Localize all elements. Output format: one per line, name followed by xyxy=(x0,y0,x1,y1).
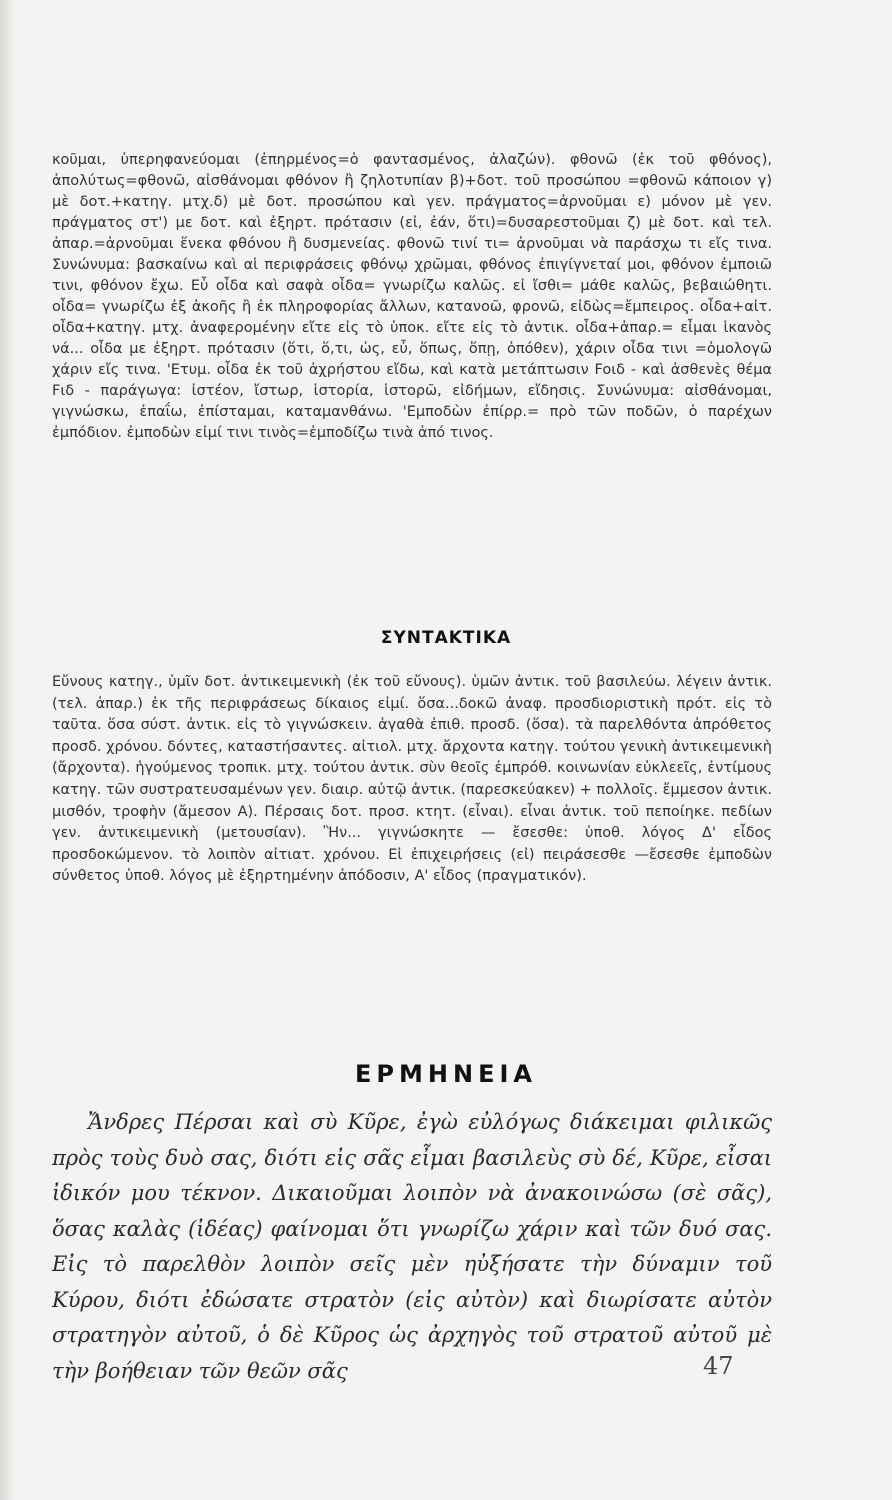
lexicon-paragraph: κοῦμαι, ὑπερηφανεύομαι (ἐπηρμένος=ὁ φαντασμένος, ἀλαζών). φθονῶ (ἐκ τοῦ φθόνος), ἀπολύτως=φθονῶ, αἰσθάνομαι φθόνον ἢ ζηλοτυπίαν β)+δοτ. τοῦ προσώπου =φθονῶ κάποιον γ) μὲ δοτ.+κατηγ. μτχ.δ) μὲ δοτ. προσώπου καὶ γεν. πράγματος=ἀρνοῦμαι ε) μόνον μὲ γεν. πράγματος στ') με δοτ. καὶ ἐξηρτ. πρότασιν (εἰ, ἐάν, ὅτι)=δυσαρεστοῦμαι ζ) μὲ δοτ. καὶ τελ. ἀπαρ.=ἀρνοῦμαι ἕνεκα φθόνου ἢ δυσμενείας. φθονῶ τινί τι= ἀρνοῦμαι νὰ παράσχω τι εἴς τινα. Συνώνυμα: βασκαίνω καὶ αἱ περιφράσεις φθόνῳ χρῶμαι, φθόνος ἐπιγίγνεταί μοι, φθόνον ἐμποιῶ τινι, φθόνον ἔχω. Εὖ οἶδα καὶ σαφὰ οἶδα= γνωρίζω καλῶς. εἰ ἴσθι= μάθε καλῶς, βεβαιώθητι. οἶδα= γνωρίζω ἐξ ἀκοῆς ἢ ἐκ πληροφορίας ἄλλων, κατανοῶ, φρονῶ, εἰδὼς=ἔμπειρος. οἶδα+αἰτ. οἶδα+κατηγ. μτχ. ἀναφερομένην εἴτε εἰς τὸ ὑποκ. εἴτε εἰς τὸ ἀντικ. οἶδα+ἀπαρ.= εἶμαι ἱκανὸς νά... οἶδα με ἐξηρτ. πρότασιν (ὅτι, ὅ,τι, ὡς, εὖ, ὅπως, ὅπῃ, ὁπόθεν), χάριν οἶδα τινι =ὁμολογῶ χάριν εἴς τινα. 'Ετυμ. οἶδα ἐκ τοῦ ἀχρήστου εἴδω, καὶ κατὰ μετάπτωσιν Foιδ - καὶ ἀσθενὲς θέμα Fιδ - παράγωγα: ἰστέον, ἴστωρ, ἱστορία, ἱστορῶ, εἰδήμων, εἴδησις. Συνώνυμα: αἰσθάνομαι, γιγνώσκω, ἐπαΐω, ἐπίσταμαι, καταμανθάνω. 'Εμποδὼν ἐπίρρ.= πρὸ τῶν ποδῶν, ὁ παρέχων ἐμπόδιον. ἐμποδὼν εἰμί τινι τινὸς=ἐμποδίζω τινὰ ἀπό τινος. xyxy=(52,152,772,441)
syntax-section xyxy=(52,672,772,888)
translation-heading: ΕΡΜΗΝΕΙΑ xyxy=(355,1060,537,1088)
translation-paragraph: Ἄνδρες Πέρσαι καὶ σὺ Κῦρε, ἐγὼ εὐλόγως διάκειμαι φιλικῶς πρὸς τοὺς δυὸ σας, διότι εἰς σᾶς εἶμαι βασιλεὺς σὺ δέ, Κῦρε, εἶσαι ἰδικόν μου τέκνον. Δικαιοῦμαι λοιπὸν νὰ ἀνακοινώσω (σὲ σᾶς), ὅσας καλὰς (ἰδέας) φαίνομαι ὅτι γνωρίζω χάριν καὶ τῶν δυό σας. Εἰς τὸ παρελθὸν λοιπὸν σεῖς μὲν ηὐξήσατε τὴν δύναμιν τοῦ Κύρου, διότι ἐδώσατε στρατὸν (εἰς αὐτὸν) καὶ διωρίσατε αὐτὸν στρατηγὸν αὐτοῦ, ὁ δὲ Κῦρος ὡς ἀρχηγὸς τοῦ στρατοῦ αὐτοῦ μὲ τὴν βοήθειαν τῶν θεῶν σᾶς xyxy=(52,1110,772,1383)
syntax-heading: ΣΥΝΤΑΚΤΙΚΑ xyxy=(380,628,512,648)
lexicon-section xyxy=(52,150,772,444)
page-number: 47 xyxy=(703,1352,734,1380)
translation-section xyxy=(52,1105,772,1389)
binding-gutter xyxy=(0,0,14,1500)
syntax-paragraph: Εὔνους κατηγ., ὑμῖν δοτ. ἀντικειμενικὴ (ἐκ τοῦ εὔνους). ὑμῶν ἀντικ. τοῦ βασιλεύω. λέγειν ἀντικ. (τελ. ἀπαρ.) ἐκ τῆς περιφράσεως δίκαιος εἰμί. ὅσα...δοκῶ ἀναφ. προσδιοριστικὴ πρότ. εἰς τὸ ταῦτα. ὅσα σύστ. ἀντικ. εἰς τὸ γιγνώσκειν. ἀγαθὰ ἐπιθ. προσδ. (ὅσα). τὰ παρελθόντα ἀπρόθετος προσδ. χρόνου. δόντες, καταστήσαντες. αἰτιολ. μτχ. ἄρχοντα κατηγ. τούτου γενικὴ ἀντικειμενικὴ (ἄρχοντα). ἡγούμενος τροπικ. μτχ. τούτου ἀντικ. σὺν θεοῖς ἐμπρόθ. κοινωνίαν εὐκλεεῖς, ἐντίμους κατηγ. τῶν συστρατευσαμένων γεν. διαιρ. αὐτῷ ἀντικ. (παρεσκεύακεν) + πολλοῖς. ἔμμεσον ἀντικ. μισθόν, τροφὴν (ἄμεσον Α). Πέρσαις δοτ. προσ. κτητ. (εἶναι). εἶναι ἀντικ. τοῦ πεποίηκε. πεδίων γεν. ἀντικειμενικὴ (μετουσίαν). Ἢν... γιγνώσκητε — ἔσεσθε: ὑποθ. λόγος Δ' εἶδος προσδοκώμενον. τὸ λοιπὸν αἰτιατ. χρόνου. Εἰ ἐπιχειρήσεις (εἰ) πειράσεσθε —ἔσεσθε ἐμποδὼν σύνθετος ὑποθ. λόγος μὲ ἐξηρτημένην ἀπόδοσιν, Α' εἶδος (πραγματικόν). xyxy=(52,674,772,885)
